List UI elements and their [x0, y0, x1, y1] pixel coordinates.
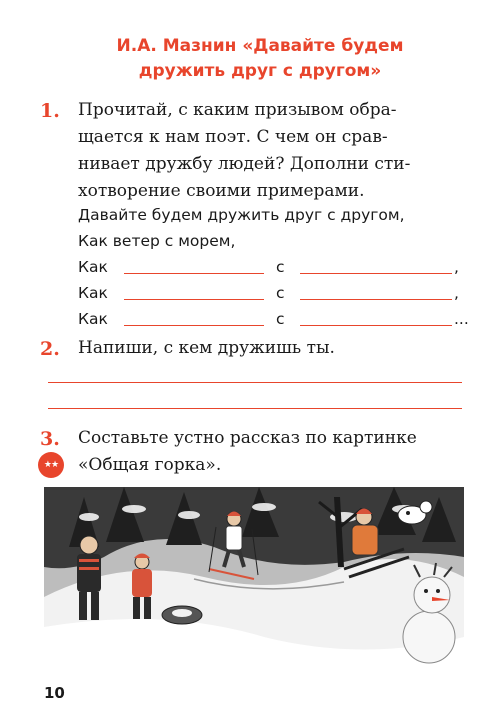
task-1-line: щается к нам поэт. С чем он срав-: [78, 127, 388, 147]
task-3-text: [78, 425, 417, 479]
answer-blank[interactable]: [124, 325, 264, 326]
task-1-text: [78, 97, 410, 205]
title-line-2: дружить друг с другом»: [138, 61, 382, 81]
poem-kak: Как: [78, 258, 108, 276]
poem-s: с: [276, 258, 285, 276]
poem-line-1: Давайте будем дружить друг с другом,: [78, 206, 405, 224]
poem-fill-row: [78, 254, 478, 280]
task-3-line: Составьте устно рассказ по картинке: [78, 428, 417, 448]
answer-line[interactable]: [48, 382, 462, 383]
poem-kak: Как: [78, 284, 108, 302]
task-1-line: Прочитай, с каким призывом обра-: [78, 100, 397, 120]
answer-blank[interactable]: [300, 273, 452, 274]
answer-blank[interactable]: [300, 325, 452, 326]
winter-hill-illustration: [44, 487, 464, 669]
task-1-line: нивает дружбу людей? Дополни сти-: [78, 154, 411, 174]
poem-kak: Как: [78, 310, 108, 328]
task-3-line: «Общая горка».: [78, 455, 222, 475]
poem-end: ...: [454, 310, 469, 328]
poem: [78, 202, 478, 332]
task-3-number: 3.: [40, 428, 60, 450]
page-number: 10: [44, 684, 65, 702]
poem-fill-row: [78, 280, 478, 306]
two-stars-icon: ★★: [38, 452, 64, 478]
poem-end: ,: [454, 258, 459, 276]
task-1-number: 1.: [40, 100, 60, 122]
poem-s: с: [276, 284, 285, 302]
answer-blank[interactable]: [300, 299, 452, 300]
answer-blank[interactable]: [124, 273, 264, 274]
task-2-number: 2.: [40, 338, 60, 360]
poem-end: ,: [454, 284, 459, 302]
poem-fill-row: [78, 306, 478, 332]
poem-line-2: Как ветер с морем,: [78, 232, 236, 250]
title-line-1: И.А. Мазнин «Давайте будем: [116, 36, 404, 56]
answer-blank[interactable]: [124, 299, 264, 300]
page-title: [40, 34, 480, 84]
task-2-text: Напиши, с кем дружишь ты.: [78, 338, 335, 358]
answer-line[interactable]: [48, 408, 462, 409]
task-1-line: хотворение своими примерами.: [78, 181, 365, 201]
poem-s: с: [276, 310, 285, 328]
